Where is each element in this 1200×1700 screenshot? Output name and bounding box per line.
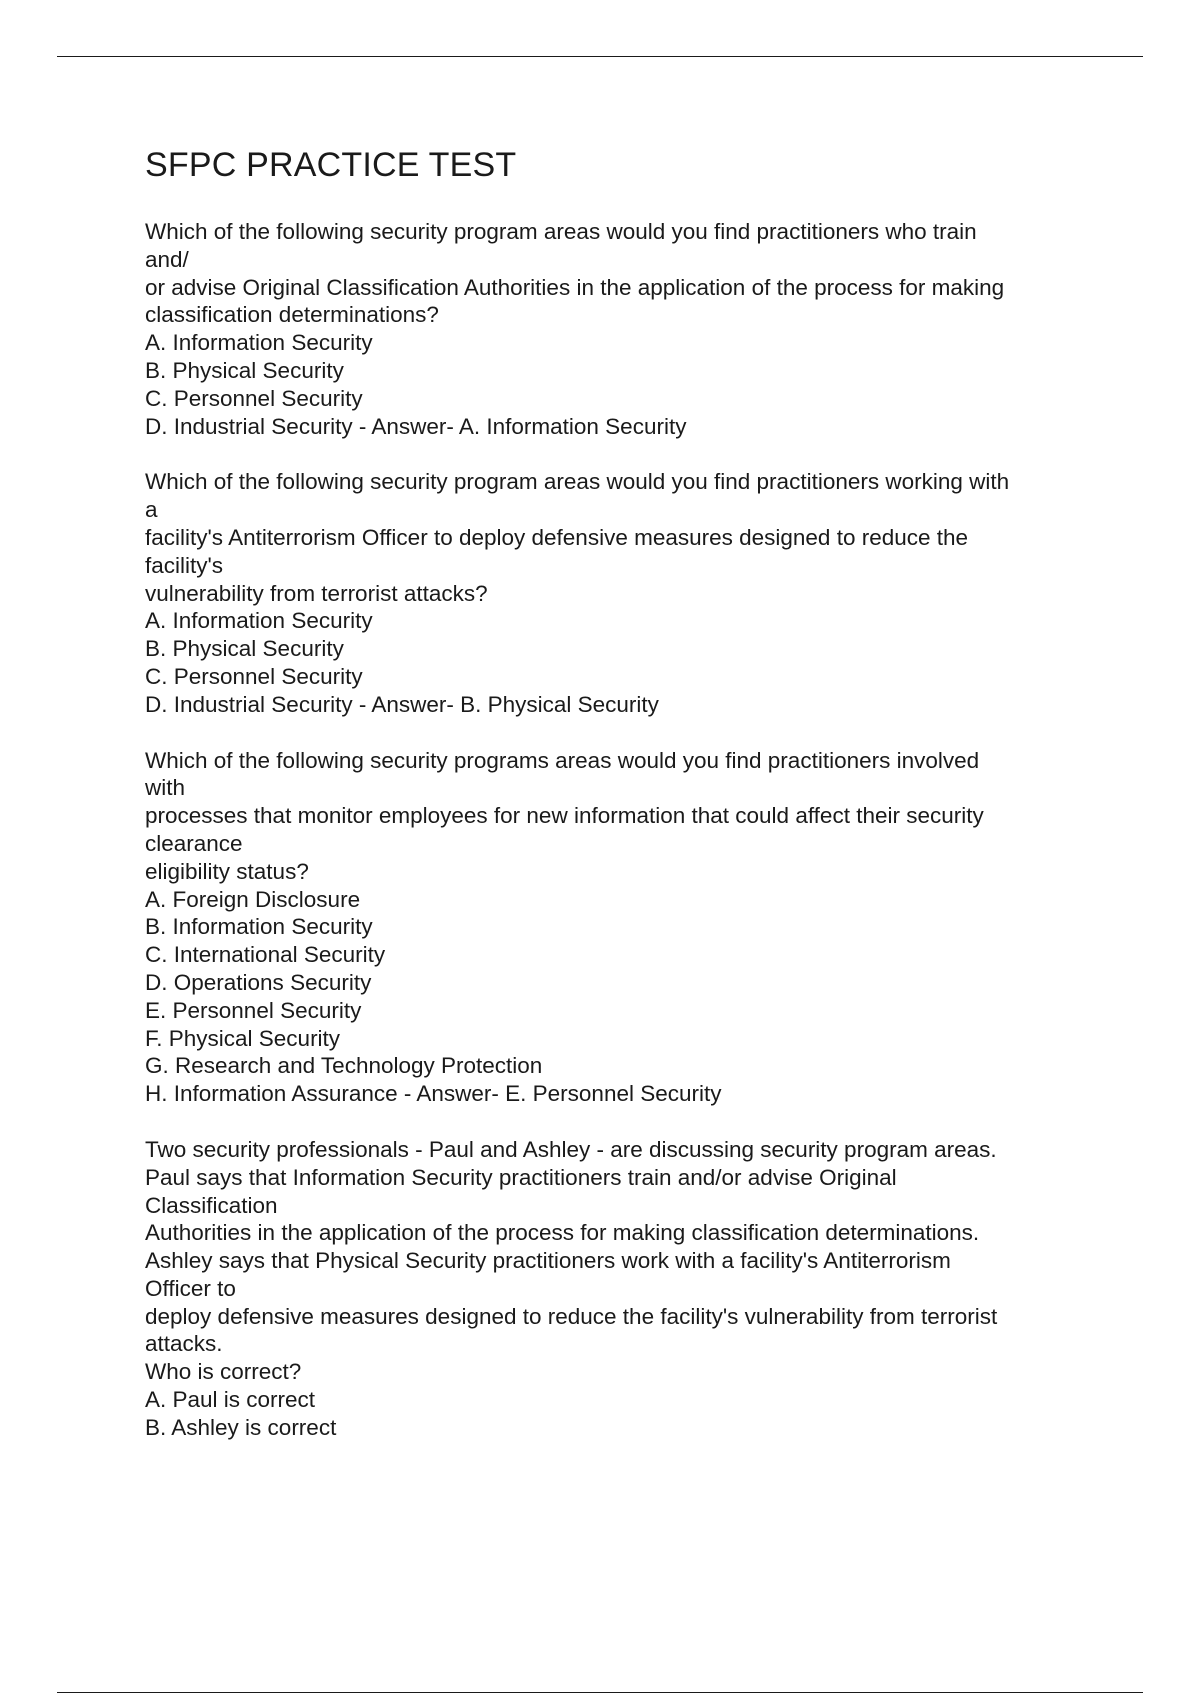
question-line: D. Industrial Security - Answer- A. Information Security [145, 413, 687, 439]
question-line: E. Personnel Security [145, 997, 362, 1023]
question-line: C. International Security [145, 942, 386, 968]
question-line: C. Personnel Security [145, 663, 363, 689]
question-line: with [145, 775, 186, 801]
top-rule [57, 56, 1143, 57]
question-line: Which of the following security program areas would you find practitioners who train [145, 219, 977, 244]
question-line: clearance [145, 830, 243, 856]
question-line: eligibility status? [145, 858, 309, 884]
page-title: SFPC PRACTICE TEST [145, 146, 517, 184]
question-block [145, 218, 1095, 440]
question-line: or advise Original Classification Authorities in the application of the process for making [145, 274, 1005, 300]
question-line: B. Ashley is correct [145, 1414, 337, 1440]
question-line: Who is correct? [145, 1359, 302, 1385]
question-line: processes that monitor employees for new information that could affect their security [145, 803, 984, 829]
question-line: attacks. [145, 1331, 223, 1357]
question-line: Two security professionals - Paul and Ashley - are discussing security program areas. [145, 1136, 997, 1162]
question-line: F. Physical Security [145, 1025, 341, 1051]
question-line: B. Physical Security [145, 357, 344, 383]
question-line: classification determinations? [145, 302, 439, 328]
question-line: Which of the following security program areas would you find practitioners working with [145, 469, 1010, 495]
question-line: Paul says that Information Security practitioners train and/or advise Original [145, 1164, 897, 1190]
question-line: D. Industrial Security - Answer- B. Physical Security [145, 691, 659, 717]
question-line: facility's [145, 552, 224, 578]
question-line: Which of the following security programs areas would you find practitioners involved [145, 747, 980, 773]
question-block [145, 1136, 1095, 1442]
question-line: A. Foreign Disclosure [145, 886, 361, 912]
question-line: D. Operations Security [145, 969, 372, 995]
question-line: Authorities in the application of the process for making classification determinations. [145, 1220, 980, 1246]
question-line: B. Information Security [145, 914, 373, 940]
question-line: Classification [145, 1192, 278, 1218]
question-line: Officer to [145, 1275, 236, 1301]
question-line: A. Information Security [145, 330, 373, 356]
question-line: Ashley says that Physical Security practitioners work with a facility's Antiterrorism [145, 1248, 951, 1274]
document-body [145, 140, 1095, 1470]
question-line: A. Information Security [145, 608, 373, 634]
question-line: B. Physical Security [145, 636, 344, 662]
question-line: G. Research and Technology Protection [145, 1053, 543, 1079]
question-block [145, 468, 1095, 718]
question-line: a [145, 497, 158, 523]
bottom-rule [57, 1692, 1143, 1693]
question-list [145, 218, 1095, 1442]
question-line: and/ [145, 246, 189, 272]
question-line: vulnerability from terrorist attacks? [145, 580, 488, 606]
question-line: facility's Antiterrorism Officer to deploy defensive measures designed to reduce the [145, 524, 969, 550]
question-line: deploy defensive measures designed to reduce the facility's vulnerability from terrorist [145, 1303, 998, 1329]
question-line: A. Paul is correct [145, 1387, 316, 1413]
question-line: H. Information Assurance - Answer- E. Personnel Security [145, 1081, 722, 1107]
question-block [145, 747, 1095, 1108]
question-line: C. Personnel Security [145, 385, 363, 411]
